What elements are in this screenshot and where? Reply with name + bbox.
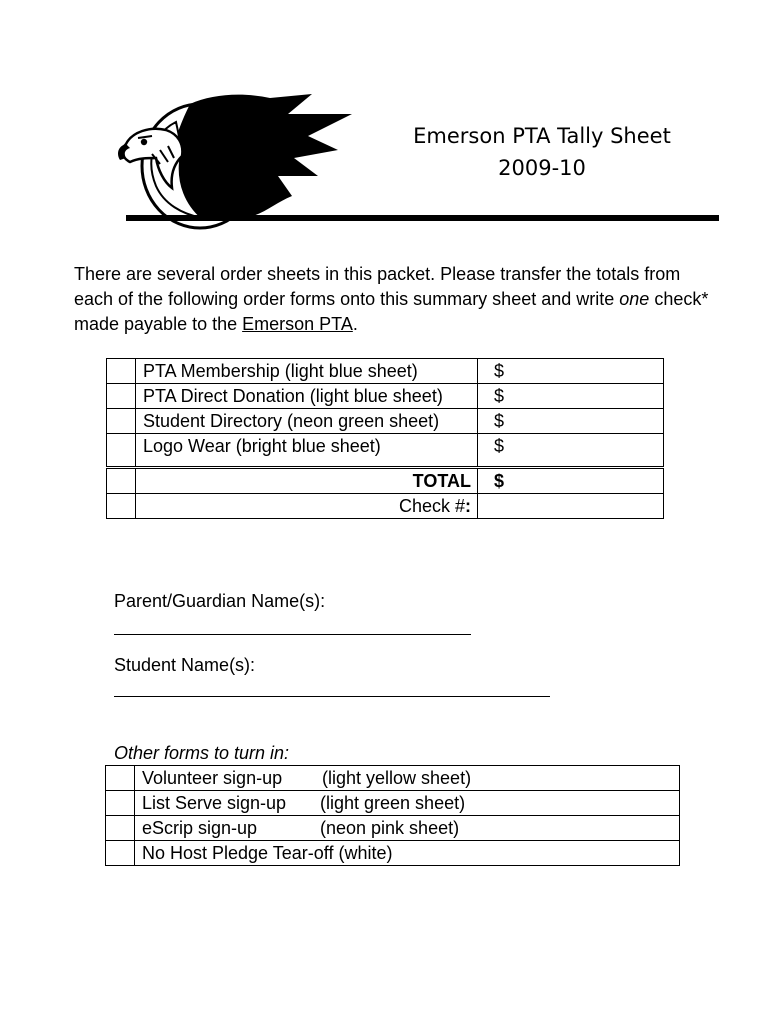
form-name: eScrip sign-up [142, 818, 258, 838]
form-entry [135, 766, 680, 791]
checkbox-cell[interactable] [107, 468, 136, 494]
table-row [107, 384, 664, 409]
payee-name: Emerson PTA [242, 314, 353, 334]
student-name-label: Student Name(s): [114, 655, 256, 675]
title-line-2: 2009-10 [498, 156, 586, 180]
intro-text: There are several order sheets in this packet. Please transfer the totals from each of the following order forms onto this summary sheet and write [74, 264, 681, 309]
form-entry [135, 841, 680, 866]
item-label: PTA Direct Donation (light blue sheet) [136, 384, 478, 409]
checkbox-cell[interactable] [107, 384, 136, 409]
form-color: (neon pink sheet) [320, 818, 460, 838]
form-name: No Host Pledge Tear-off (white) [142, 843, 393, 863]
total-row [107, 468, 664, 494]
eagle-logo-icon [112, 92, 358, 232]
amount-field[interactable]: $ [478, 409, 664, 434]
title-line-1: Emerson PTA Tally Sheet [413, 124, 671, 148]
intro-text-3: . [352, 314, 358, 334]
checkbox-cell[interactable] [107, 359, 136, 384]
form-entry [135, 816, 680, 841]
table-row [106, 841, 680, 866]
total-label: TOTAL [136, 468, 478, 494]
intro-text-2: check* made payable to the [74, 289, 709, 334]
checkbox-cell[interactable] [106, 791, 135, 816]
checkbox-cell[interactable] [106, 841, 135, 866]
order-totals-table [106, 358, 664, 519]
checkbox-cell[interactable] [107, 494, 136, 519]
checkbox-cell[interactable] [106, 766, 135, 791]
table-row [107, 409, 664, 434]
form-entry [135, 791, 680, 816]
check-label [136, 494, 478, 519]
checkbox-cell[interactable] [107, 434, 136, 468]
check-row [107, 494, 664, 519]
other-forms-table [105, 765, 680, 866]
amount-field[interactable]: $ [478, 359, 664, 384]
checkbox-cell[interactable] [106, 816, 135, 841]
parent-name-input[interactable] [114, 634, 471, 635]
page-title [392, 120, 692, 184]
total-amount-field[interactable]: $ [478, 468, 664, 494]
check-label-text: Check # [398, 496, 465, 516]
parent-name-label: Parent/Guardian Name(s): [114, 591, 326, 611]
form-color: (light green sheet) [320, 793, 466, 813]
instructions-paragraph [74, 262, 724, 337]
item-label: Student Directory (neon green sheet) [136, 409, 478, 434]
form-color: (light yellow sheet) [322, 768, 472, 788]
student-name-input[interactable] [114, 696, 550, 697]
check-label-colon: : [465, 496, 471, 516]
form-name: List Serve sign-up [142, 793, 287, 813]
amount-field[interactable]: $ [478, 384, 664, 409]
other-forms-heading: Other forms to turn in: [114, 743, 290, 763]
checkbox-cell[interactable] [107, 409, 136, 434]
table-row [106, 766, 680, 791]
table-row [106, 791, 680, 816]
amount-field[interactable]: $ [478, 434, 664, 468]
header-divider [126, 215, 719, 221]
table-row [107, 359, 664, 384]
item-label: PTA Membership (light blue sheet) [136, 359, 478, 384]
check-number-field[interactable] [478, 494, 664, 519]
intro-emphasis: one [619, 289, 650, 309]
form-name: Volunteer sign-up [142, 768, 283, 788]
table-row [107, 434, 664, 468]
table-row [106, 816, 680, 841]
item-label: Logo Wear (bright blue sheet) [136, 434, 478, 468]
